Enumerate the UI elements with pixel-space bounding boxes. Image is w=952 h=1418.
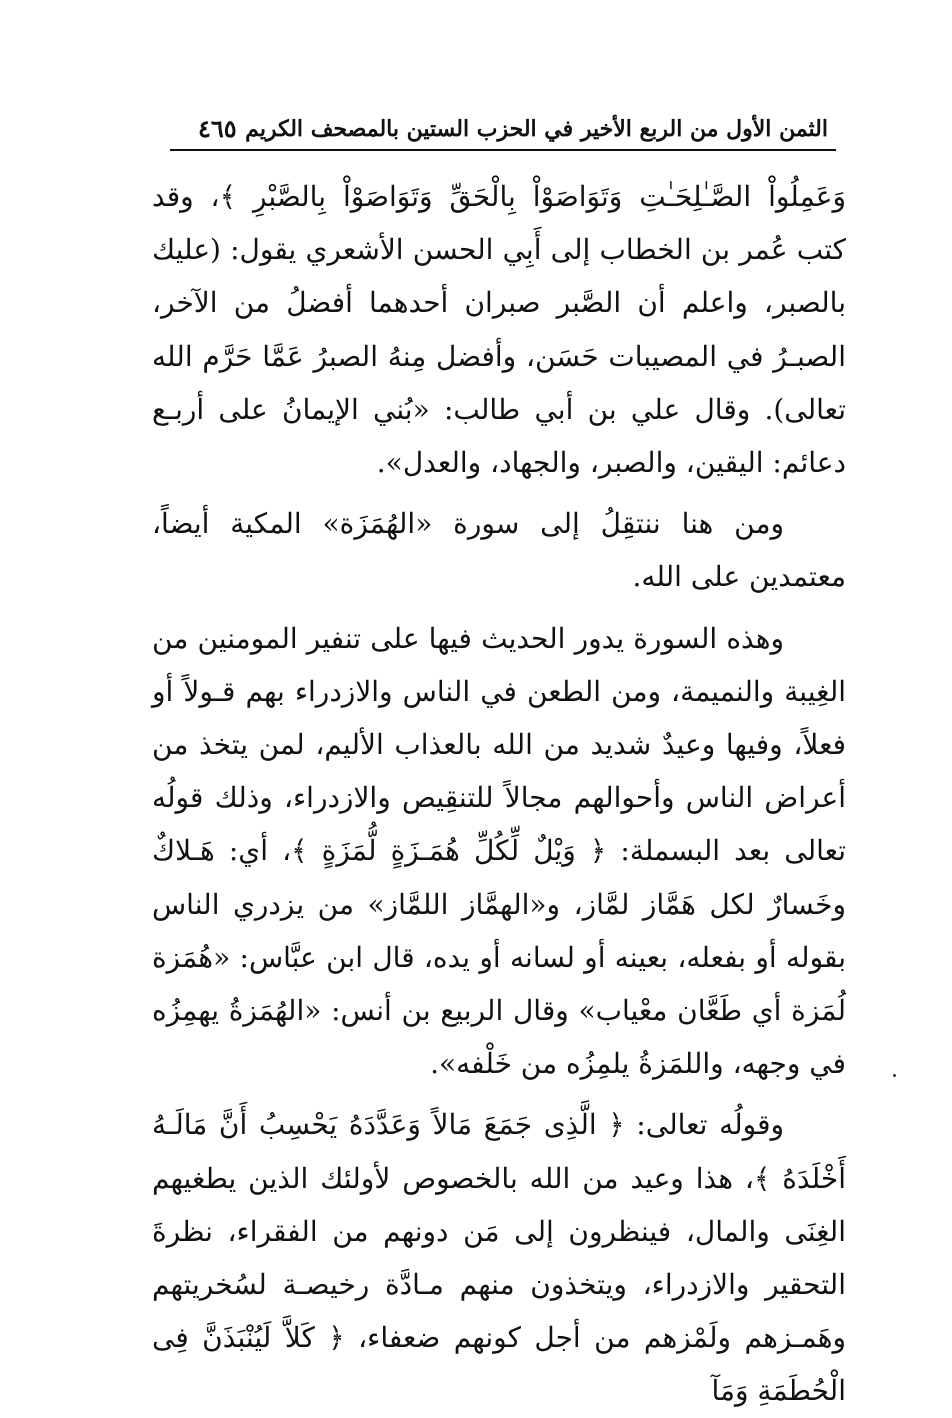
page-number: ٤٦٥ — [198, 114, 237, 143]
page-body — [152, 170, 846, 1418]
paragraph-transition: ومن هنا ننتقِلُ إلى سورة «الهُمَزَة» المكية أيضاً، معتمدين على الله. — [152, 507, 846, 594]
header-divider — [170, 149, 836, 151]
page-header — [170, 108, 836, 148]
paragraph-surah-intro: وهذه السورة يدور الحديث فيها على تنفير المومنين من الغِيبة والنميمة، ومن الطعن في الناس والازدراء بهم قـولاً أو فعلاً، وفيها وعيدٌ شديد من الله بالعذاب الأليم، لمن يتخذ من أعراض الناس وأحوالهم مجالاً للتنقِيص والازدراء، وذلك قولُه تعالى بعد البسملة: ﴿ وَيْلٌ لِّكُلِّ هُمَـزَةٍ لُّمَزَةٍ ﴾، أي: هَـلاكٌ وخَسارٌ لكل هَمَّاز لمَّاز، و«الهمَّاز اللمَّاز» من يزدري الناس بقوله أو بفعله، بعينه أو لسانه أو يده، قال ابن عبَّاس: «هُمَزة لُمَزة أي طَعَّان معْياب» وقال الربيع بن أنس: «الهُمَزةُ يهمِزُه في وجهه، واللمَزةُ يلمِزُه من خَلْفه». — [152, 621, 847, 1081]
running-title: الثمن الأول من الربع الأخير في الحزب الستين بالمصحف الكريم — [245, 116, 828, 142]
paragraph-continued: وَعَمِلُواْ الصَّـٰلِحَـٰتِ وَتَوَاصَوْاْ بِالْحَقِّ وَتَوَاصَوْاْ بِالصَّبْرِ ﴾، وقد كتب عُمر بن الخطاب إلى أَبِي الحسن الأشعري يقول: (عليك بالصبر، واعلم أن الصَّبر صبران أحدهما أفضلُ من الآخر، الصبـرُ في المصيبات حَسَن، وأفضل مِنهُ الصبرُ عَمَّا حَرَّم الله تعالى). وقال علي بن أبي طالب: «بُني الإيمانُ على أربـع دعائم: اليقين، والصبر، والجهاد، والعدل». — [152, 180, 846, 480]
print-speck — [893, 1074, 896, 1077]
paragraph-verse-commentary: وقولُه تعالى: ﴿ الَّذِى جَمَعَ مَالاً وَعَدَّدَهُ يَحْسِبُ أَنَّ مَالَـهُ أَخْلَدَهُ ﴾، هذا وعيد من الله بالخصوص لأولئك الذين يطغيهم الغِنَى والمال، فينظرون إلى مَن دونهم من الفقراء، نظرةَ التحقير والازدراء، ويتخذون منهم مـادَّة رخيصـة لسُخريتهم وهَمـزهم ولَمْزهم من أجل كونهم ضعفاء، ﴿ كَلاَّ لَيُنْبَذَنَّ فِى الْحُطَمَةِ وَمَآ — [152, 1108, 846, 1408]
